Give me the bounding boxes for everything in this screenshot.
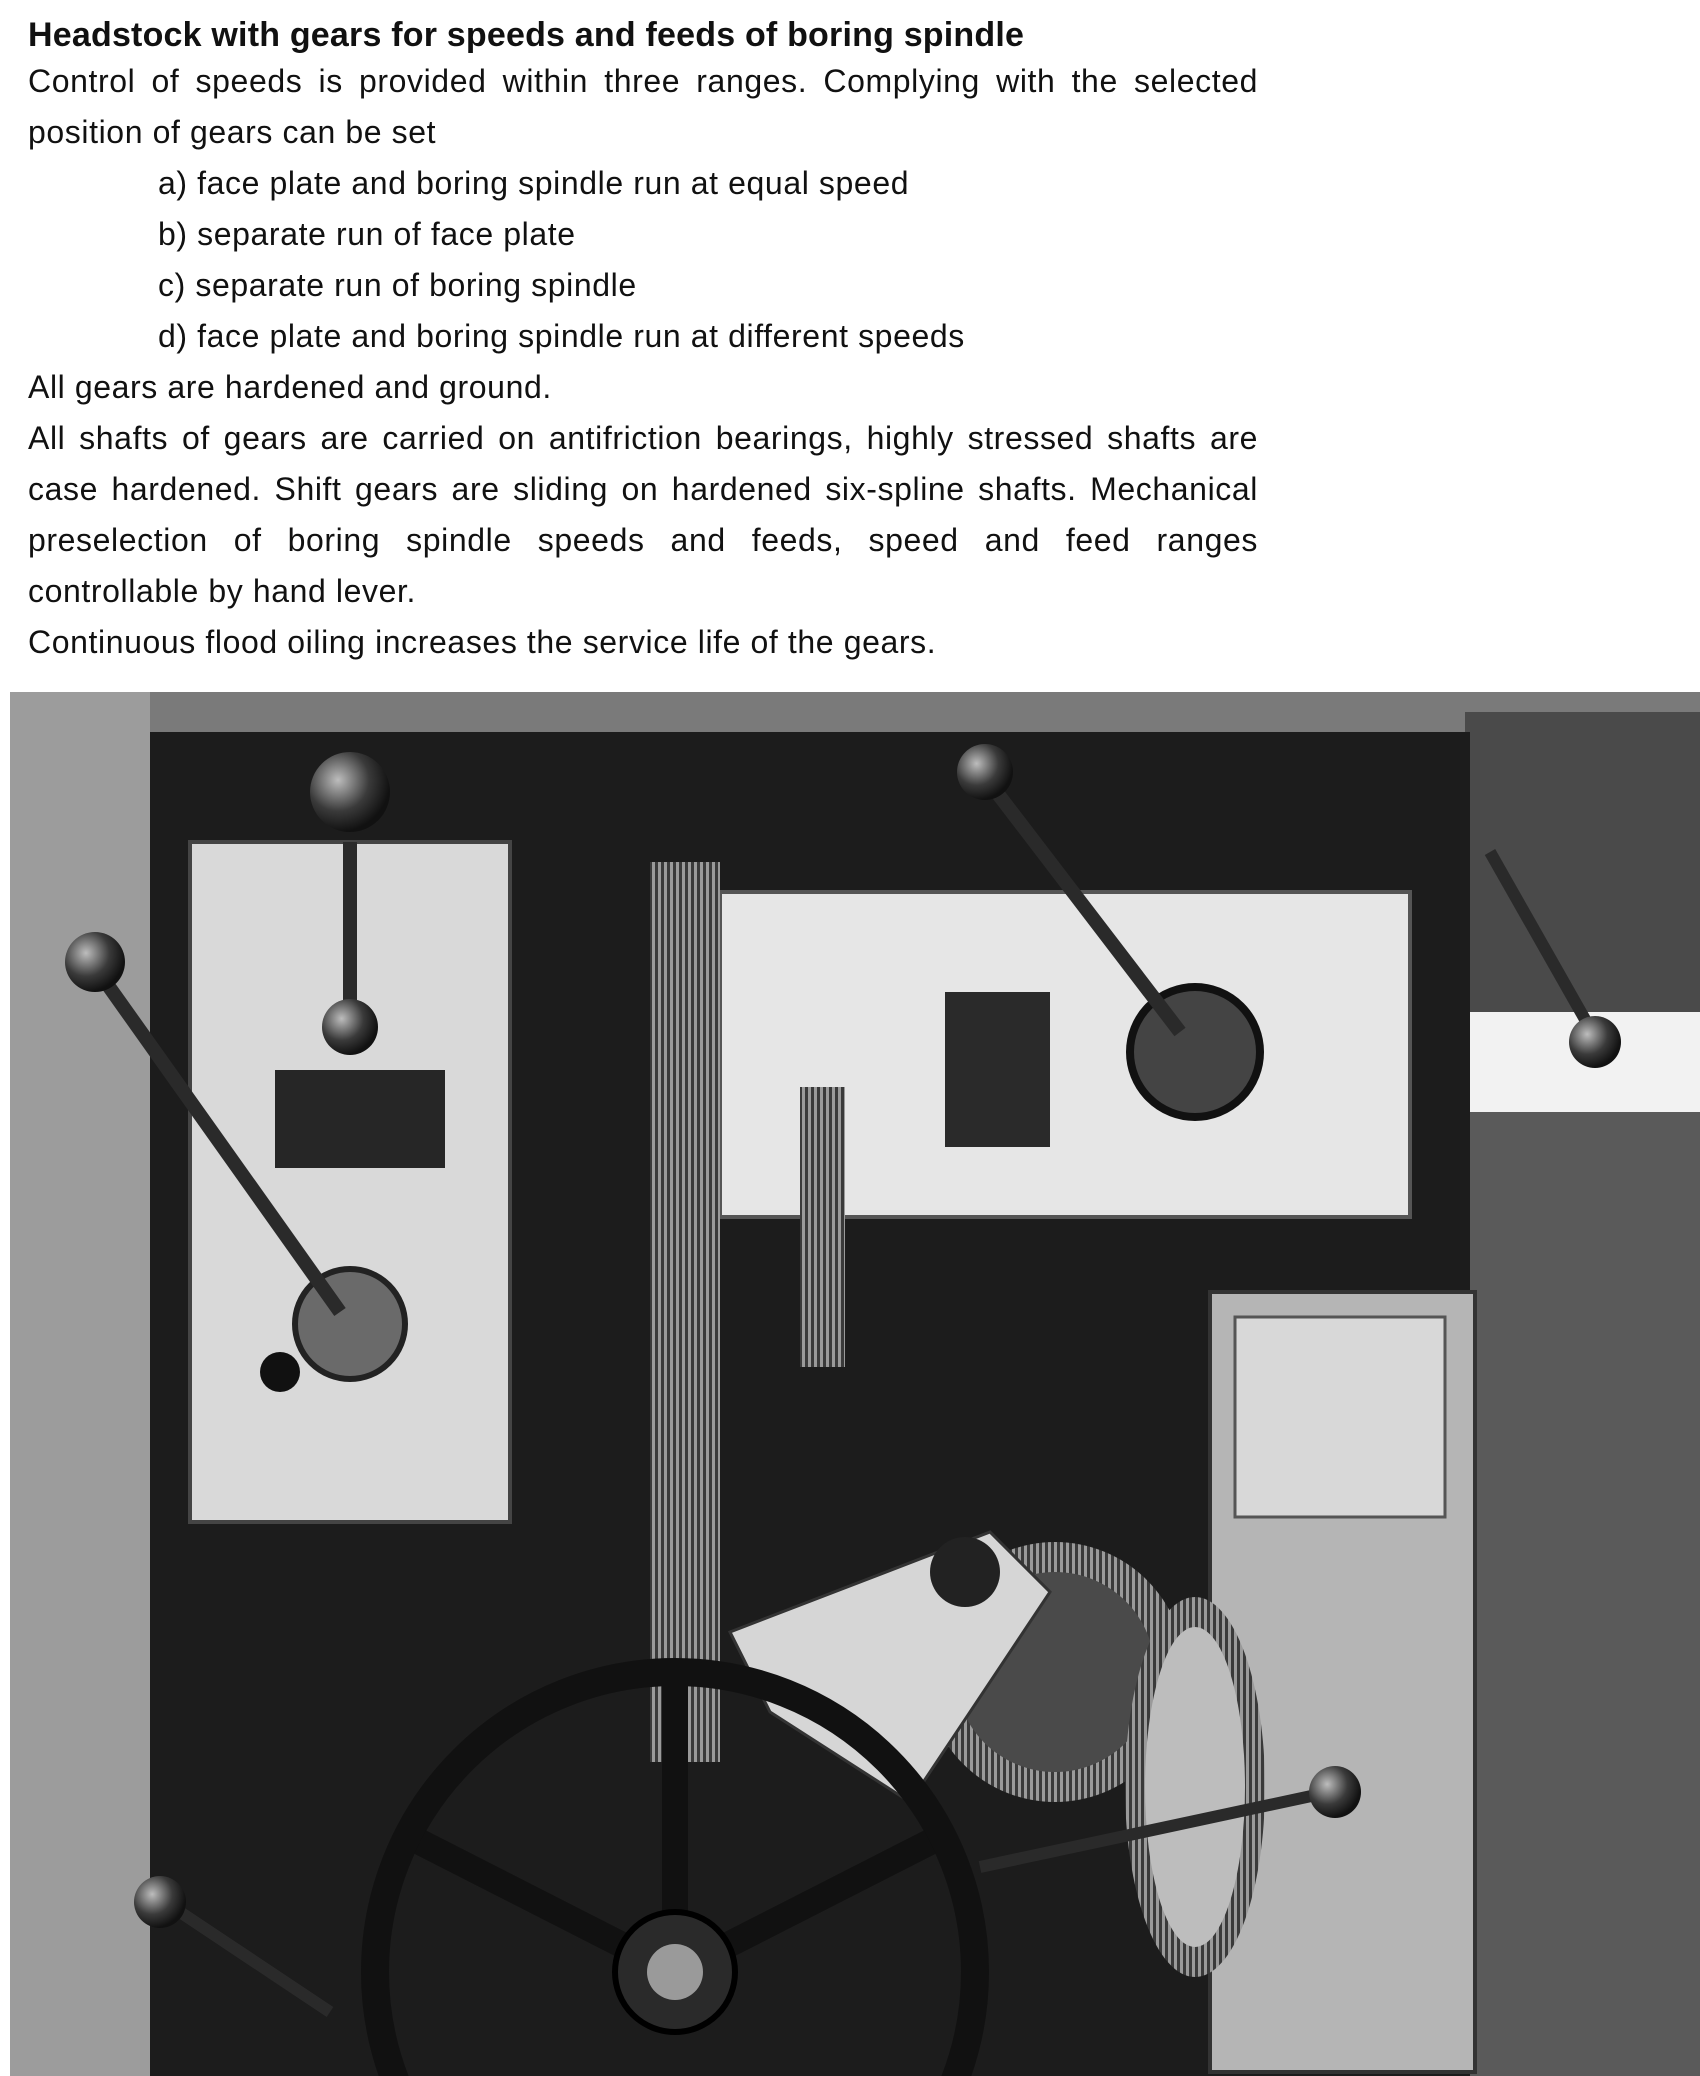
- left-panel: [10, 692, 150, 2076]
- paragraph: All shafts of gears are carried on antifriction bearings, highly stressed shafts are case hardened. Shift gears are sliding on hardened six-spline shafts. Mechanical preselection of boring spindle speeds and feeds, speed and feed ranges controllable by hand lever.: [28, 420, 1258, 609]
- ball-knob: [1569, 1016, 1621, 1068]
- options-list: [28, 158, 1258, 362]
- list-item: c) separate run of boring spindle: [158, 267, 637, 303]
- page-title: Headstock with gears for speeds and feeds of boring spindle: [28, 16, 1025, 54]
- gear-stack: [800, 1087, 845, 1367]
- headstock-photo: [10, 692, 1700, 2076]
- right-lower-housing: [1465, 1112, 1700, 2076]
- gear-stack: [650, 862, 720, 1762]
- ball-knob: [957, 744, 1013, 800]
- paragraph: All gears are hardened and ground.: [28, 369, 552, 405]
- ball-knob: [322, 999, 378, 1055]
- list-item: d) face plate and boring spindle run at different speeds: [158, 318, 965, 354]
- window: [275, 1070, 445, 1168]
- intro-paragraph: Control of speeds is provided within three ranges. Complying with the selected position of gears can be set: [28, 63, 1258, 150]
- ball-knob: [310, 752, 390, 832]
- machine-illustration: [10, 692, 1700, 2076]
- list-item: a) face plate and boring spindle run at equal speed: [158, 165, 910, 201]
- list-item: b) separate run of face plate: [158, 216, 576, 252]
- ball-knob: [65, 932, 125, 992]
- ball-knob: [134, 1876, 186, 1928]
- text-block: [28, 14, 1258, 668]
- paragraph: Continuous flood oiling increases the service life of the gears.: [28, 624, 937, 660]
- ball-knob: [1309, 1766, 1361, 1818]
- lever-hub: [295, 1269, 405, 1379]
